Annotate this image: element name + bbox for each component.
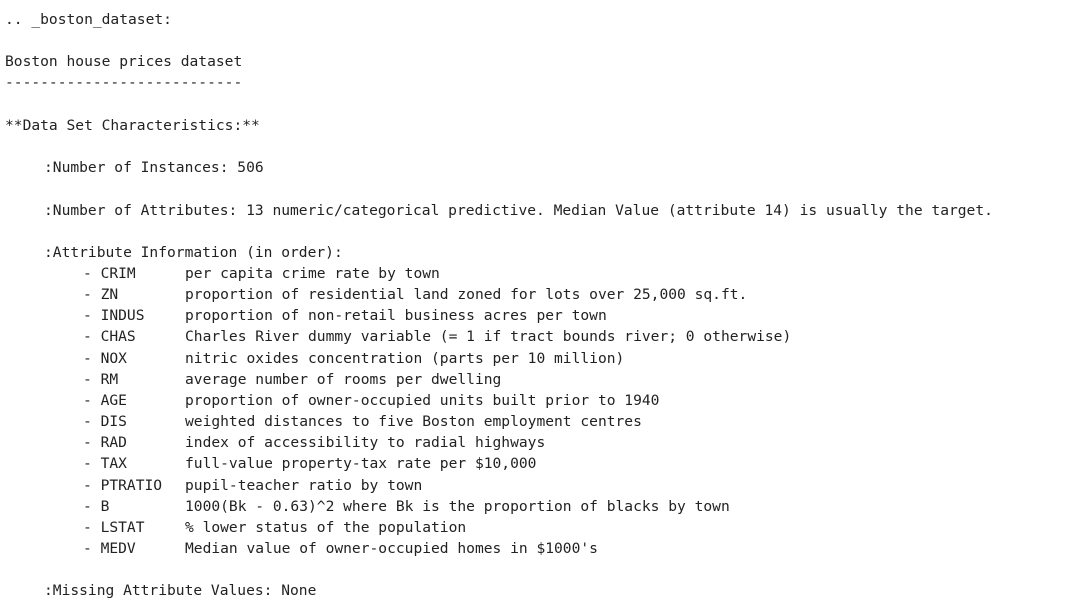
attribute-description: proportion of owner-occupied units built prior to 1940 <box>185 392 660 409</box>
attribute-description: nitric oxides concentration (parts per 10 million) <box>185 350 625 367</box>
label-line: .. _boston_dataset: <box>5 11 172 28</box>
attribute-description: proportion of residential land zoned for lots over 25,000 sq.ft. <box>185 286 748 303</box>
attribute-name: - RM <box>83 371 119 388</box>
attribute-description: full-value property-tax rate per $10,000 <box>185 455 537 472</box>
characteristics-heading: **Data Set Characteristics:** <box>5 117 260 134</box>
attribute-row <box>83 454 537 474</box>
attribute-row <box>83 476 423 496</box>
attribute-name: - TAX <box>83 455 127 472</box>
attribute-name: - DIS <box>83 413 127 430</box>
attribute-name: - LSTAT <box>83 519 145 536</box>
attribute-row <box>83 370 502 390</box>
title-underline: --------------------------- <box>5 74 243 91</box>
attribute-description: pupil-teacher ratio by town <box>185 477 423 494</box>
attribute-name: - AGE <box>83 392 127 409</box>
attribute-name: - NOX <box>83 350 127 367</box>
attribute-name: - PTRATIO <box>83 477 163 494</box>
attribute-row <box>83 349 625 369</box>
attribute-name: - B <box>83 498 110 515</box>
attribute-name: - CRIM <box>83 265 136 282</box>
attribute-info-heading: :Attribute Information (in order): <box>44 244 343 261</box>
attribute-row <box>83 391 660 411</box>
attribute-row <box>83 306 607 326</box>
number-of-attributes: :Number of Attributes: 13 numeric/categorical predictive. Median Value (attribute 14) is usually the target. <box>44 202 993 219</box>
attribute-row <box>83 285 748 305</box>
attribute-description: proportion of non-retail business acres per town <box>185 307 607 324</box>
attribute-description: % lower status of the population <box>185 519 467 536</box>
document-title: Boston house prices dataset <box>5 53 243 70</box>
attribute-name: - MEDV <box>83 540 136 557</box>
attribute-description: weighted distances to five Boston employment centres <box>185 413 642 430</box>
attribute-description: average number of rooms per dwelling <box>185 371 502 388</box>
attribute-description: Median value of owner-occupied homes in $1000's <box>185 540 598 557</box>
attribute-row <box>83 327 792 347</box>
attribute-description: Charles River dummy variable (= 1 if tract bounds river; 0 otherwise) <box>185 328 792 345</box>
attribute-description: 1000(Bk - 0.63)^2 where Bk is the proportion of blacks by town <box>185 498 730 515</box>
attribute-name: - INDUS <box>83 307 145 324</box>
number-of-instances: :Number of Instances: 506 <box>44 159 264 176</box>
attribute-row <box>83 264 440 284</box>
attribute-description: index of accessibility to radial highways <box>185 434 546 451</box>
attribute-row <box>83 518 467 538</box>
attribute-row <box>83 412 642 432</box>
attribute-name: - CHAS <box>83 328 136 345</box>
attribute-description: per capita crime rate by town <box>185 265 440 282</box>
attribute-name: - ZN <box>83 286 119 303</box>
attribute-row <box>83 433 546 453</box>
attribute-row <box>83 497 730 517</box>
attribute-name: - RAD <box>83 434 127 451</box>
attribute-row <box>83 539 598 559</box>
missing-attribute-values: :Missing Attribute Values: None <box>44 582 317 599</box>
